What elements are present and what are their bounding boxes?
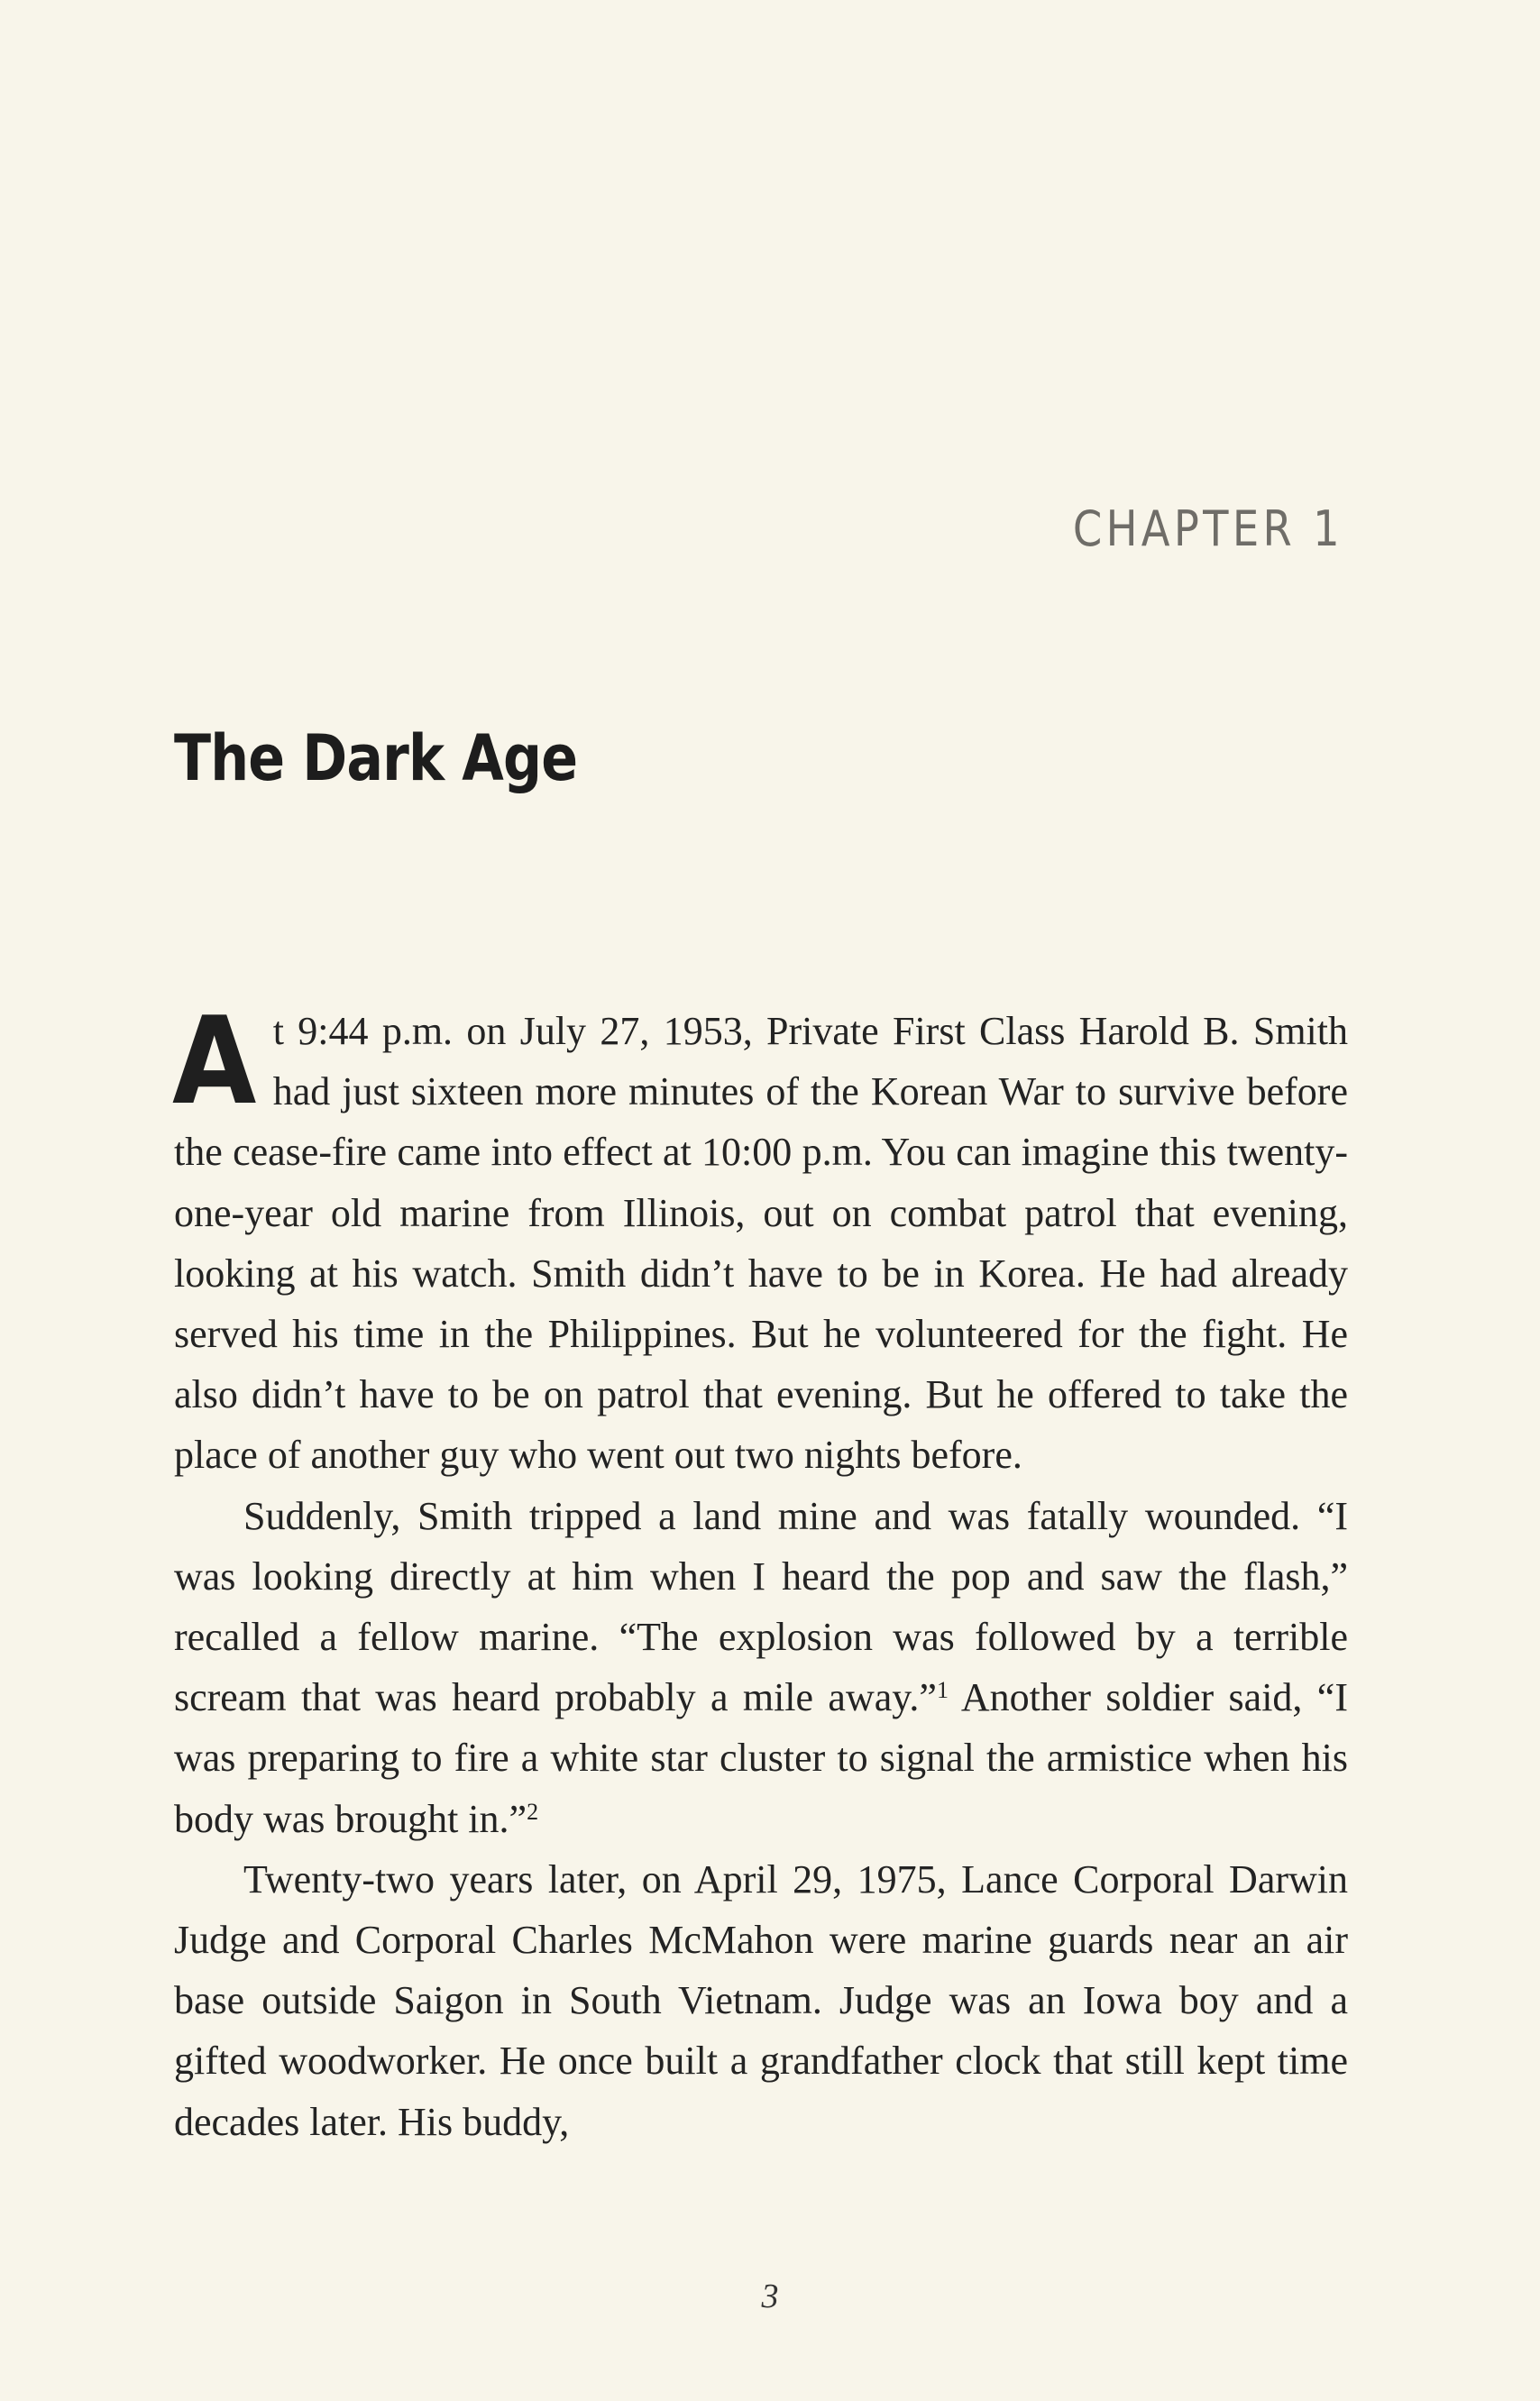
- paragraph-2-text-a: Suddenly, Smith tripped a land mine and was fatally wounded. “I was looking directly at him when I heard the pop and saw the flash,” recalled a fellow marine. “The explosion was followed by a terrible scream that was heard probably a mile away.”: [174, 1493, 1348, 1720]
- footnote-marker-2: 2: [527, 1798, 539, 1825]
- footnote-marker-1: 1: [936, 1677, 949, 1704]
- chapter-label: CHAPTER 1: [1072, 500, 1343, 557]
- paragraph-3-text: Twenty-two years later, on April 29, 1975, Lance Corporal Darwin Judge and Corporal Charles McMahon were marine guards near an air base outside Saigon in South Vietnam. Judge was an Iowa boy and a gifted woodworker. He once built a grandfather clock that still kept time decades later. His buddy,: [174, 1856, 1348, 2144]
- drop-cap: A: [172, 991, 257, 1132]
- paragraph-1: [172, 991, 1348, 1486]
- paragraph-1-text: t 9:44 p.m. on July 27, 1953, Private First Class Harold B. Smith had just sixteen more minutes of the Korean War to survive before the cease-fire came into effect at 10:00 p.m. You can imagine this twenty-one-year old marine from Illinois, out on combat patrol that evening, looking at his watch. Smith didn’t have to be in Korea. He had already served his time in the Philippines. But he volunteered for the fight. He also didn’t have to be on patrol that evening. But he offered to take the place of another guy who went out two nights before.: [174, 1009, 1348, 1478]
- paragraph-2-text-b: Another soldier said, “I was preparing to fire a white star cluster to signal the armistice when his body was brought in.”: [174, 1675, 1348, 1841]
- page-number: 3: [761, 2277, 779, 2315]
- body-text: [172, 991, 1348, 2152]
- paragraph-2: [174, 1486, 1348, 1849]
- paragraph-3: [174, 1849, 1348, 2152]
- chapter-title: The Dark Age: [174, 721, 578, 795]
